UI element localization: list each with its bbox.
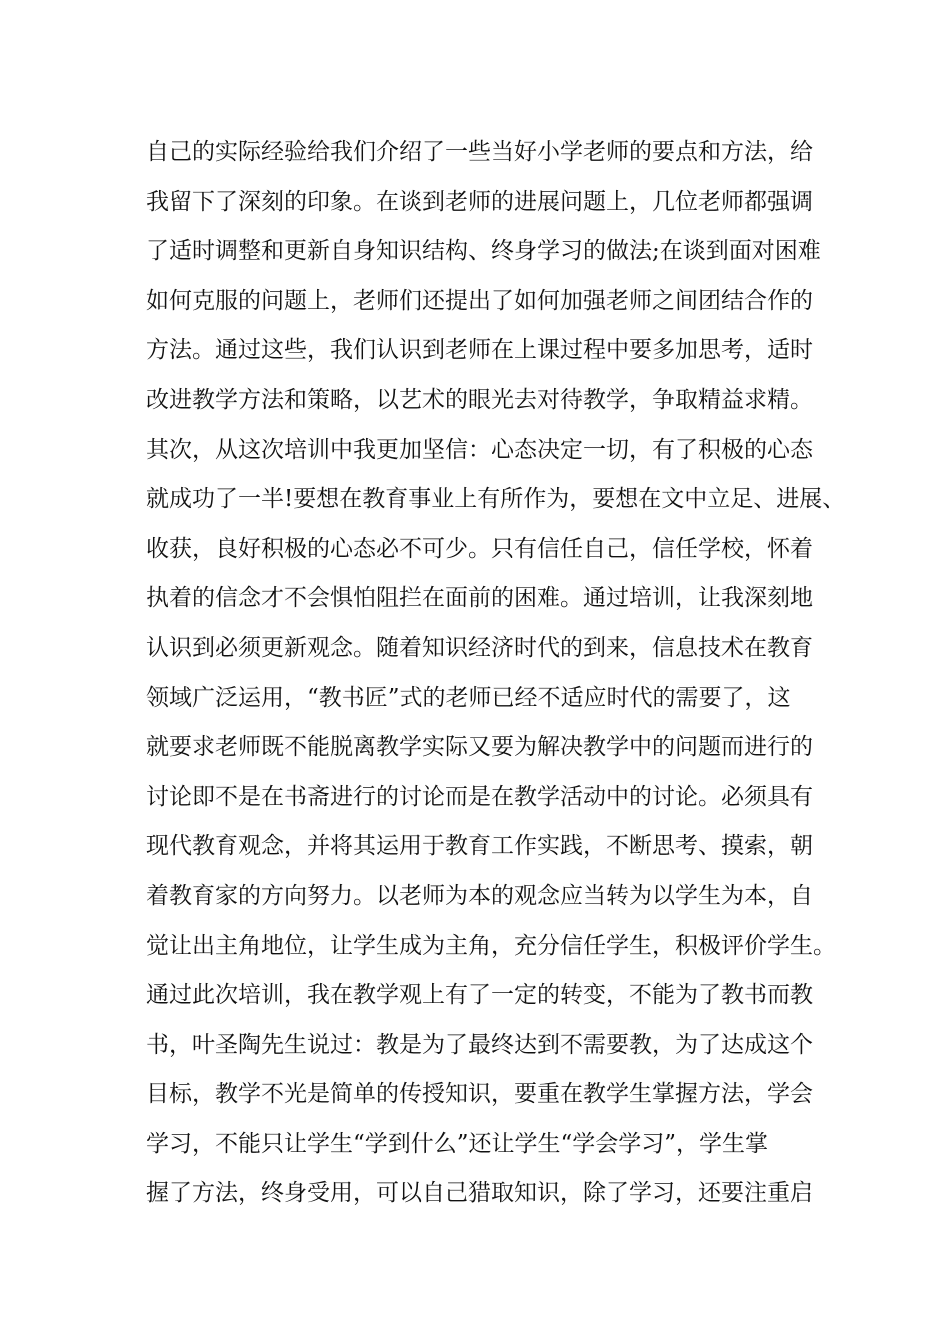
text-line: 我留下了深刻的印象。在谈到老师的进展问题上，几位老师都强调	[146, 188, 813, 215]
text-line: 目标，教学不光是简单的传授知识，要重在教学生掌握方法，学会	[146, 1081, 813, 1108]
text-line: 了适时调整和更新自身知识结构、终身学习的做法;在谈到面对困难	[146, 238, 821, 265]
text-line: 如何克服的问题上，老师们还提出了如何加强老师之间团结合作的	[146, 287, 813, 314]
text-line: 就成功了一半!要想在教育事业上有所作为，要想在文中立足、进展、	[146, 486, 846, 513]
text-line: 书，叶圣陶先生说过：教是为了最终达到不需要教，为了达成这个	[146, 1031, 813, 1058]
text-line: 学习，不能只让学生“学到什么”还让学生“学会学习”，学生掌	[146, 1130, 769, 1157]
text-line: 觉让出主角地位，让学生成为主角，充分信任学生，积极评价学生。	[146, 932, 836, 959]
body-text	[146, 128, 846, 1219]
text-line: 握了方法，终身受用，可以自己猎取知识，除了学习，还要注重启	[146, 1180, 813, 1207]
text-line: 认识到必须更新观念。随着知识经济时代的到来，信息技术在教育	[146, 634, 813, 661]
text-line: 领域广泛运用，“教书匠”式的老师已经不适应时代的需要了，这	[146, 684, 791, 711]
text-line: 通过此次培训，我在教学观上有了一定的转变，不能为了教书而教	[146, 982, 813, 1009]
text-line: 就要求老师既不能脱离教学实际又要为解决教学中的问题而进行的	[146, 734, 813, 761]
text-line: 自己的实际经验给我们介绍了一些当好小学老师的要点和方法，给	[146, 139, 813, 165]
text-line: 着教育家的方向努力。以老师为本的观念应当转为以学生为本，自	[146, 882, 813, 909]
text-line: 方法。通过这些，我们认识到老师在上课过程中要多加思考，适时	[146, 337, 813, 364]
text-line: 讨论即不是在书斋进行的讨论而是在教学活动中的讨论。必须具有	[146, 783, 813, 810]
text-line: 收获，良好积极的心态必不可少。只有信任自己，信任学校，怀着	[146, 535, 813, 562]
text-line: 现代教育观念，并将其运用于教育工作实践，不断思考、摸索，朝	[146, 833, 813, 860]
text-line: 其次，从这次培训中我更加坚信：心态决定一切，有了积极的心态	[146, 436, 813, 463]
text-line: 执着的信念才不会惧怕阻拦在面前的困难。通过培训，让我深刻地	[146, 585, 813, 612]
text-line: 改进教学方法和策略，以艺术的眼光去对待教学，争取精益求精。	[146, 386, 813, 413]
